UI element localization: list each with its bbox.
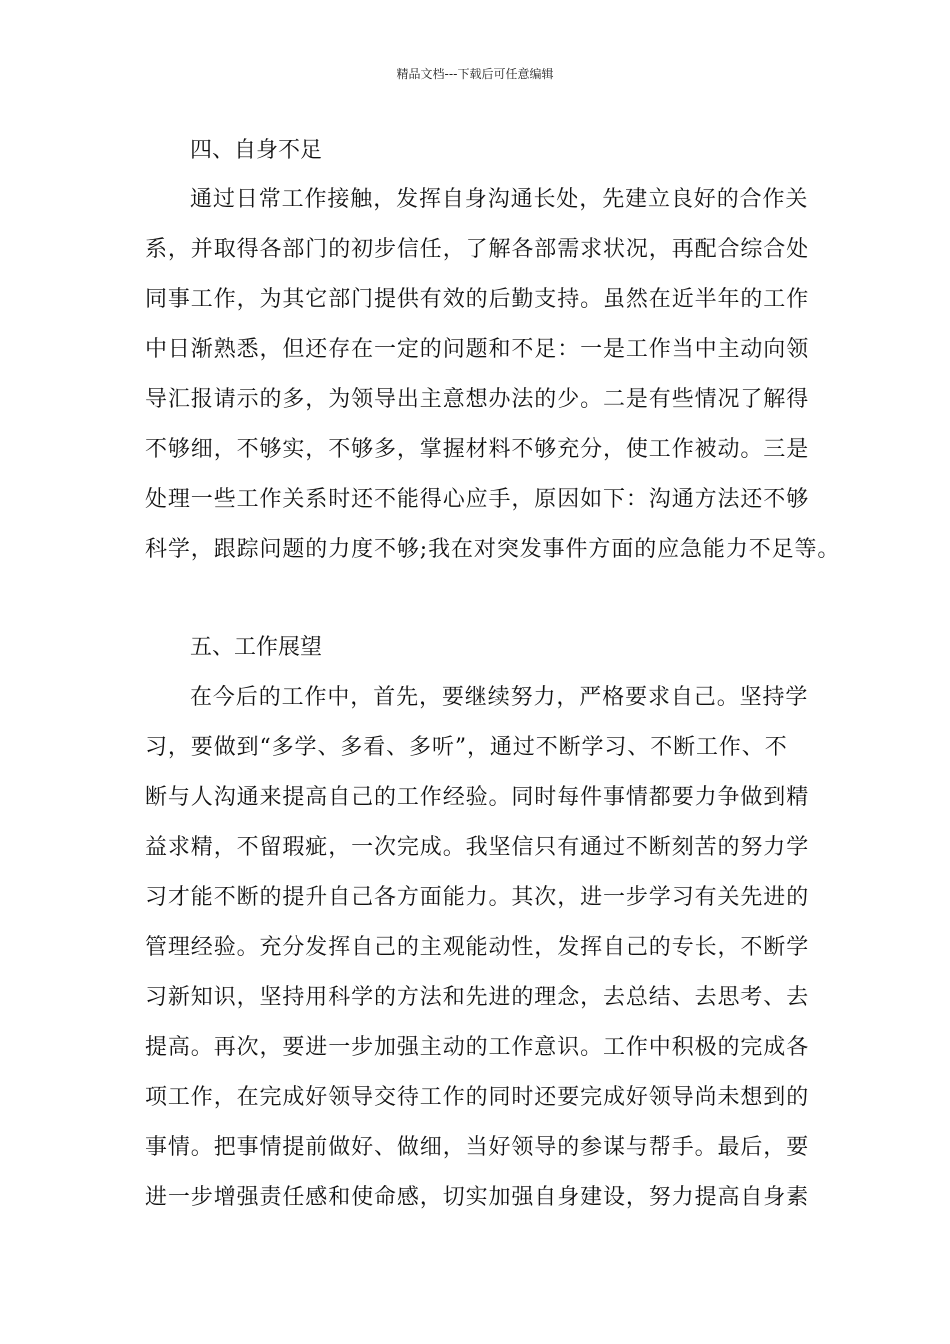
- paragraph-line: 处理一些工作关系时还不能得心应手，原因如下：沟通方法还不够: [145, 487, 810, 512]
- paragraph-line: 同事工作，为其它部门提供有效的后勤支持。虽然在近半年的工作: [145, 287, 810, 312]
- section-heading: 四、自身不足: [190, 138, 323, 163]
- paragraph-line: 中日渐熟悉，但还存在一定的问题和不足：一是工作当中主动向领: [145, 337, 810, 362]
- paragraph-line: 习，要做到“多学、多看、多听”，通过不断学习、不断工作、不: [145, 735, 788, 760]
- paragraph-line: 项工作，在完成好领导交待工作的同时还要完成好领导尚未想到的: [145, 1085, 810, 1110]
- paragraph-line: 导汇报请示的多，为领导出主意想办法的少。二是有些情况了解得: [145, 387, 810, 412]
- paragraph-line: 进一步增强责任感和使命感，切实加强自身建设，努力提高自身素: [145, 1185, 810, 1210]
- paragraph-line: 在今后的工作中，首先，要继续努力，严格要求自己。坚持学: [190, 685, 809, 710]
- paragraph-line: 管理经验。充分发挥自己的主观能动性，发挥自己的专长，不断学: [145, 935, 810, 960]
- paragraph-line: 提高。再次，要进一步加强主动的工作意识。工作中积极的完成各: [145, 1035, 810, 1060]
- paragraph-line: 通过日常工作接触，发挥自身沟通长处，先建立良好的合作关: [190, 187, 809, 212]
- section-heading: 五、工作展望: [190, 635, 323, 660]
- paragraph-line: 益求精，不留瑕疵，一次完成。我坚信只有通过不断刻苦的努力学: [145, 835, 810, 860]
- page-header: 精品文档---下载后可任意编辑: [396, 67, 554, 81]
- paragraph-line: 系，并取得各部门的初步信任，了解各部需求状况，再配合综合处: [145, 237, 810, 262]
- paragraph-line: 断与人沟通来提高自己的工作经验。同时每件事情都要力争做到精: [145, 785, 810, 810]
- paragraph-line: 不够细，不够实，不够多，掌握材料不够充分，使工作被动。三是: [145, 437, 810, 462]
- paragraph-line: 事情。把事情提前做好、做细，当好领导的参谋与帮手。最后，要: [145, 1135, 810, 1160]
- paragraph-line: 习才能不断的提升自己各方面能力。其次，进一步学习有关先进的: [145, 885, 810, 910]
- paragraph-line: 科学，跟踪问题的力度不够;我在对突发事件方面的应急能力不足等。: [145, 537, 841, 562]
- paragraph-line: 习新知识，坚持用科学的方法和先进的理念，去总结、去思考、去: [145, 985, 810, 1010]
